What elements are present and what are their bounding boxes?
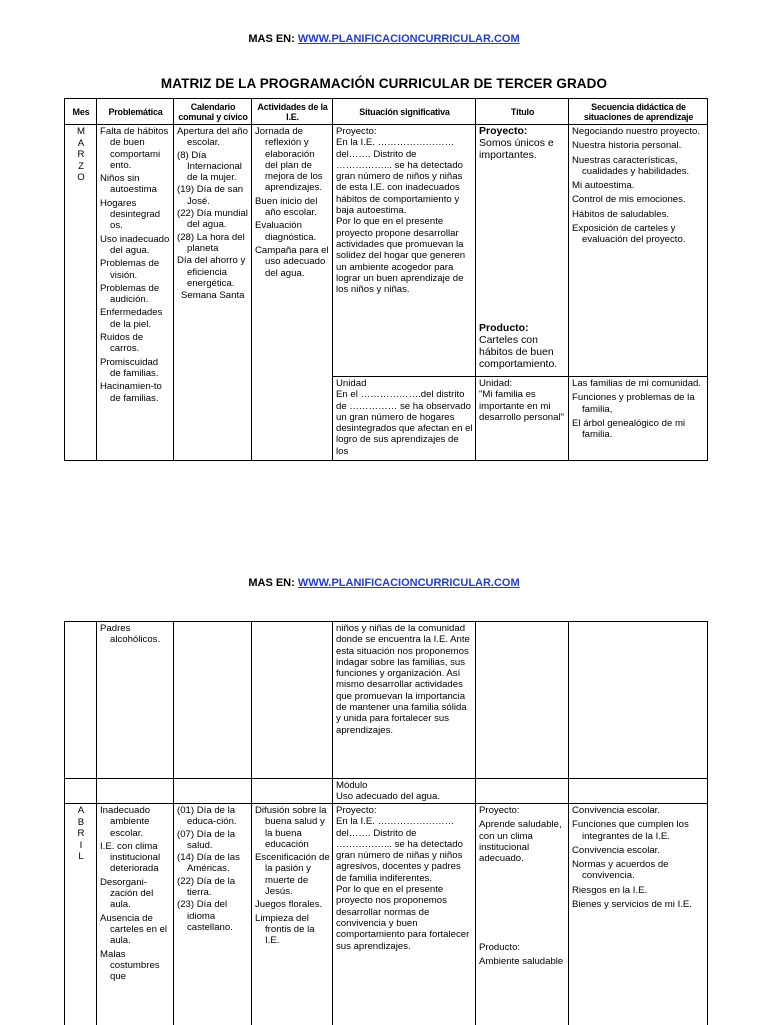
situacion-text: En el ……………….del distrito de …………… se ha observado un gran número de hogares desintegrados que afectan en el logro de sus aprendizajes de los — [336, 389, 473, 457]
titulo-text: Aprende saludable, con un clima institucional adecuado. — [479, 819, 562, 865]
list-item: Ruidos de carros. — [100, 332, 144, 355]
titulo-cell-empty — [476, 622, 569, 779]
situacion-text: En la I.E. …………………… del……. Distrito de ……………... se ha detectado gran número de niños y niñas de esta I.E. con inadecuados hábitos de comportamiento y baja autoestima. — [336, 137, 463, 217]
problematica-cell-abril — [97, 804, 174, 1025]
calendario-cell-marzo — [174, 125, 252, 461]
list-item: Control de mis emociones. — [572, 194, 686, 206]
list-item: (07) Día de la salud. — [177, 828, 236, 851]
col-header-problematica: Problemática — [97, 99, 174, 125]
website-link-page-2[interactable]: WWW.PLANIFICACIONCURRICULAR.COM — [297, 577, 520, 589]
list-item: Limpieza del frontis de la I.E. — [255, 912, 315, 947]
list-item: (22) Día de la tierra. — [177, 875, 236, 899]
month-letter: A — [77, 805, 85, 816]
titulo-cell-abril — [476, 804, 569, 1025]
modulo-cell — [333, 779, 476, 804]
list-item: Enfermedades de la piel. — [100, 307, 163, 330]
actividades-cell-marzo — [252, 125, 333, 461]
list-item: Convivencia escolar. — [572, 805, 660, 816]
list-item: Mi autoestima. — [572, 180, 635, 192]
producto-text: Carteles con hábitos de buen comportamiento. — [479, 334, 558, 371]
titulo-text: "Mi familia es importante en mi desarrollo personal" — [479, 389, 564, 423]
list-item: (23) Día del idioma castellano. — [177, 899, 233, 933]
list-item: Malas costumbres que — [100, 948, 160, 983]
col-header-situacion: Situación significativa — [333, 99, 476, 125]
secuencia-cell-empty — [569, 622, 708, 779]
list-item: Difusión sobre la buena salud y la buena educación — [255, 805, 327, 850]
list-item: Escenificación de la pasión y muerte de Jesús. — [255, 852, 330, 898]
list-item: I.E. con clima institucional deteriorada — [100, 840, 161, 875]
list-item: Promiscuidad de familias. — [100, 356, 159, 379]
titulo-label: Proyecto: — [479, 125, 528, 137]
table-row-modulo — [65, 779, 708, 804]
list-item: (19) Día de san José. — [177, 184, 244, 207]
calendario-cell-abril — [174, 804, 252, 1025]
month-cell-abril — [65, 804, 97, 1025]
month-letter: A — [77, 137, 85, 149]
header-row — [65, 99, 708, 125]
list-item: Exposición de carteles y evaluación del proyecto. — [572, 223, 686, 246]
month-letter: R — [77, 828, 85, 839]
list-item: Negociando nuestro proyecto. — [572, 126, 700, 137]
producto-label: Producto: — [479, 322, 529, 334]
problematica-cell-empty — [97, 779, 174, 804]
secuencia-cell-abril — [569, 804, 708, 1025]
month-letter: I — [79, 839, 83, 851]
list-item: Normas y acuerdos de convivencia. — [572, 859, 669, 882]
list-item: Funciones y problemas de la familia, — [572, 392, 695, 415]
list-item: (14) Día de las Américas. — [177, 852, 240, 875]
problematica-cell-continuacion — [97, 622, 174, 779]
month-letter: B — [77, 816, 85, 828]
table-row-marzo-proyecto — [65, 125, 708, 377]
col-header-actividades: Actividades de la I.E. — [252, 99, 333, 125]
calendario-cell-empty — [174, 622, 252, 779]
list-item: Buen inicio del año escolar. — [255, 195, 318, 219]
titulo-unidad-cell-marzo — [476, 377, 569, 461]
month-cell-empty — [65, 622, 97, 779]
titulo-text: Somos únicos e importantes. — [479, 137, 554, 162]
month-letter: L — [78, 851, 84, 862]
table-row-continuacion — [65, 622, 708, 779]
list-item: Falta de hábitos de buen comportami ento. — [100, 126, 169, 171]
situacion-text: niños y niñas de la comunidad donde se encuentra la I.E. Ante esta situación nos proponemos indagar sobre las familias, sus funciones y organización. Así mismo desarrollar actividades que promuevan la importancia de mantener una familia sólida y unida para fortalecer sus aprendizajes. — [336, 623, 470, 736]
list-item: Hogares desintegrad os. — [100, 197, 161, 232]
producto-label: Producto: — [479, 942, 521, 953]
list-item: El árbol genealógico de mi familia. — [572, 417, 686, 441]
col-header-secuencia: Secuencia didáctica de situaciones de aprendizaje — [569, 99, 708, 125]
document-title: MATRIZ DE LA PROGRAMACIÓN CURRICULAR DE TERCER GRADO — [160, 76, 608, 91]
actividades-cell-empty — [252, 622, 333, 779]
website-link-top[interactable]: WWW.PLANIFICACIONCURRICULAR.COM — [297, 33, 520, 45]
situacion-unidad-cell-marzo — [333, 377, 476, 461]
list-item: Ausencia de carteles en el aula. — [100, 912, 168, 947]
situacion-label: Proyecto: — [336, 126, 377, 137]
curriculum-matrix-table — [64, 98, 708, 461]
secuencia-proyecto-cell-marzo — [569, 125, 708, 377]
list-item: (8) Día Internacional de la mujer. — [177, 149, 242, 184]
list-item: Nuestras características, cualidades y habilidades. — [572, 154, 690, 177]
situacion-label: Unidad — [336, 378, 367, 389]
list-item: Funciones que cumplen los integrantes de la I.E. — [572, 819, 689, 842]
modulo-label: Módulo — [336, 780, 368, 791]
month-letter: O — [77, 172, 85, 183]
month-letter: Z — [78, 160, 84, 172]
titulo-cell-empty — [476, 779, 569, 804]
list-item: (01) Día de la educa-ción. — [177, 805, 237, 828]
list-item: Desorgani-zación del aula. — [100, 876, 154, 911]
secuencia-cell-empty — [569, 779, 708, 804]
month-cell-empty — [65, 779, 97, 804]
producto-text: Ambiente saludable — [479, 956, 564, 968]
month-letter: R — [77, 149, 85, 160]
col-header-calendario: Calendario comunal y cívico — [174, 99, 252, 125]
list-item: Semana Santa — [181, 290, 245, 302]
list-item: Apertura del año escolar. — [177, 126, 248, 149]
list-item: Juegos florales. — [255, 899, 323, 911]
situacion-text: Por lo que en el presente proyecto nos proponemos desarrollar normas de convivencia y buen comportamiento para fortalecer sus aprendizajes. — [336, 884, 470, 952]
titulo-label: Unidad: — [479, 378, 513, 389]
list-item: (28) La hora del planeta — [177, 231, 245, 254]
calendario-cell-empty — [174, 779, 252, 804]
header-prefix: MAS EN: — [248, 577, 298, 589]
header-prefix: MAS EN: — [248, 33, 298, 45]
list-item: Inadecuado ambiente escolar. — [100, 805, 151, 839]
list-item: Padres alcohólicos. — [100, 623, 161, 646]
situacion-text: Por lo que en el presente proyecto propone desarrollar actividades que promuevan la solidez del hogar que generen un ambiente acogedor para lograr un buen aprendizaje de los niños y niñas. — [336, 216, 466, 296]
list-item: Jornada de reflexión y elaboración del plan de mejora de los aprendizajes. — [255, 126, 323, 194]
situacion-text: En la I.E. …………………… del……. Distrito de ……………... se ha detectado gran número de niñas y niños agresivos, docentes y padres de familia indiferentes. — [336, 816, 463, 884]
situacion-cell-continuacion — [333, 622, 476, 779]
list-item: Evaluación diagnóstica. — [255, 220, 317, 243]
list-item: Nuestra historia personal. — [572, 140, 682, 152]
secuencia-unidad-cell-marzo — [569, 377, 708, 461]
table-row-abril — [65, 804, 708, 1025]
list-item: Niños sin autoestima — [100, 173, 157, 196]
list-item: Bienes y servicios de mi I.E. — [572, 899, 692, 911]
list-item: Hábitos de saludables. — [572, 208, 670, 220]
list-item: (22) Día mundial del agua. — [177, 208, 248, 231]
situacion-label: Proyecto: — [336, 805, 377, 816]
modulo-text: Uso adecuado del agua. — [336, 791, 441, 803]
website-header-top — [0, 33, 768, 45]
problematica-cell-marzo — [97, 125, 174, 461]
website-header-page-2 — [0, 577, 768, 589]
col-header-mes: Mes — [65, 99, 97, 125]
list-item: Problemas de audición. — [100, 282, 160, 306]
actividades-cell-abril — [252, 804, 333, 1025]
actividades-cell-empty — [252, 779, 333, 804]
list-item: Las familias de mi comunidad. — [572, 378, 702, 389]
titulo-proyecto-cell-marzo — [476, 125, 569, 377]
list-item: Uso inadecuado del agua. — [100, 233, 170, 256]
list-item: Convivencia escolar. — [572, 844, 660, 856]
situacion-proyecto-cell-marzo — [333, 125, 476, 377]
list-item: Campaña para el uso adecuado del agua. — [255, 244, 329, 279]
col-header-titulo: Título — [476, 99, 569, 125]
curriculum-matrix-table-continued — [64, 621, 708, 1025]
titulo-label: Proyecto: — [479, 805, 520, 816]
situacion-cell-abril — [333, 804, 476, 1025]
list-item: Hacinamien-to de familias. — [100, 381, 162, 404]
list-item: Problemas de visión. — [100, 258, 160, 281]
month-cell-marzo — [65, 125, 97, 461]
month-letter: M — [77, 126, 85, 137]
list-item: Riesgos en la I.E. — [572, 884, 648, 896]
list-item: Día del ahorro y eficiencia energética. — [177, 255, 246, 289]
